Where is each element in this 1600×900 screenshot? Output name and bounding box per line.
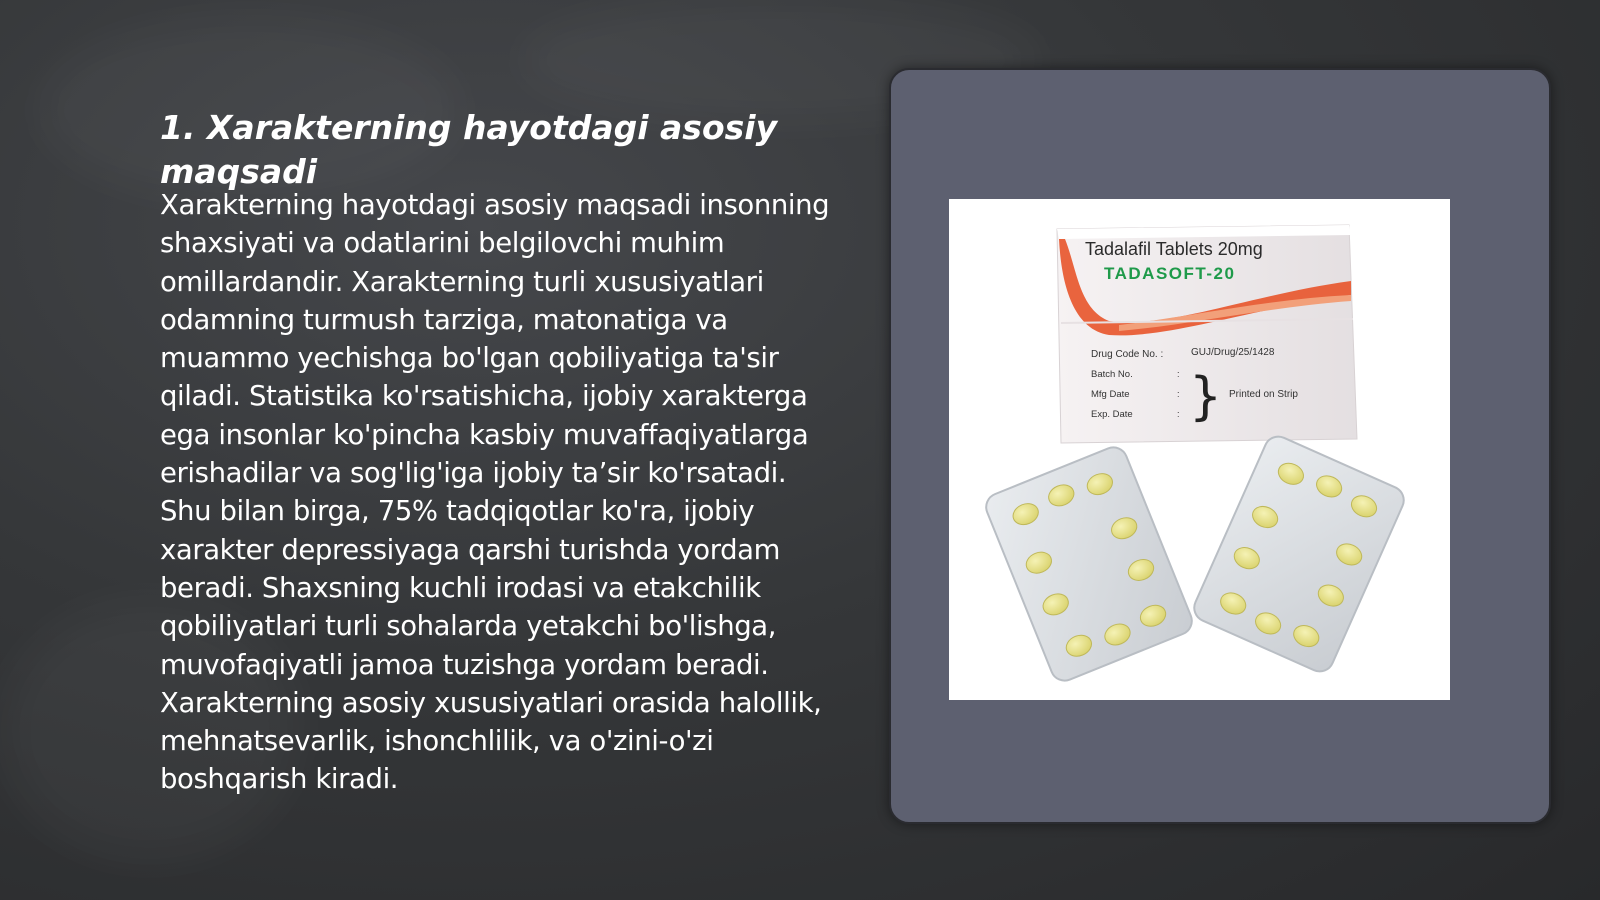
slide-body-text: Xarakterning hayotdagi asosiy maqsadi insonning shaxsiyati va odatlarini belgilovchi muhim omillardandir. Xarakterning turli xususiyatlari odamning turmush tarziga, matonatiga va muammo yechishga bo'lgan qobiliyatiga ta'sir qiladi. Statistika ko'rsatishicha, ijobiy xarakterga ega insonlar ko'pincha kasbiy muvaffaqiyatlarga erishadilar va sog'lig'iga ijobiy ta’sir ko'rsatadi. Shu bilan birga, 75% tadqiqotlar ko'ra, ijobiy xarakter depressiyaga qarshi turishda yordam beradi. Shaxsning kuchli irodasi va etakchilik qobiliyatlari turli sohalarda yetakchi bo'lishga, muvofaqiyatli jamoa tuzishga yordam beradi. Xarakterning asosiy xususiyatlari orasida halollik, mehnatsevarlik, ishonchlilik, va o'zini-o'zi boshqarish kiradi. <box>160 189 830 796</box>
medicine-box-illustration <box>949 199 1450 700</box>
svg-text::: : <box>1177 409 1180 419</box>
blister-strip-left <box>982 443 1196 685</box>
mfg-label: Mfg Date <box>1091 389 1130 400</box>
svg-text::: : <box>1177 389 1180 399</box>
product-photo <box>949 199 1450 700</box>
medicine-box <box>1057 225 1357 443</box>
printed-note: Printed on Strip <box>1229 389 1298 400</box>
box-brand: TADASOFT-20 <box>1104 264 1236 283</box>
brace-icon: } <box>1189 367 1223 427</box>
svg-text::: : <box>1177 369 1180 379</box>
blister-strip-right <box>1190 432 1408 676</box>
drug-code-value: GUJ/Drug/25/1428 <box>1191 347 1275 358</box>
exp-label: Exp. Date <box>1091 409 1133 420</box>
drug-code-label: Drug Code No. : <box>1091 349 1164 360</box>
box-heading: Tadalafil Tablets 20mg <box>1085 239 1263 259</box>
batch-label: Batch No. <box>1091 369 1133 380</box>
slide-title: 1. Xarakterning hayotdagi asosiy maqsadi <box>160 108 778 191</box>
